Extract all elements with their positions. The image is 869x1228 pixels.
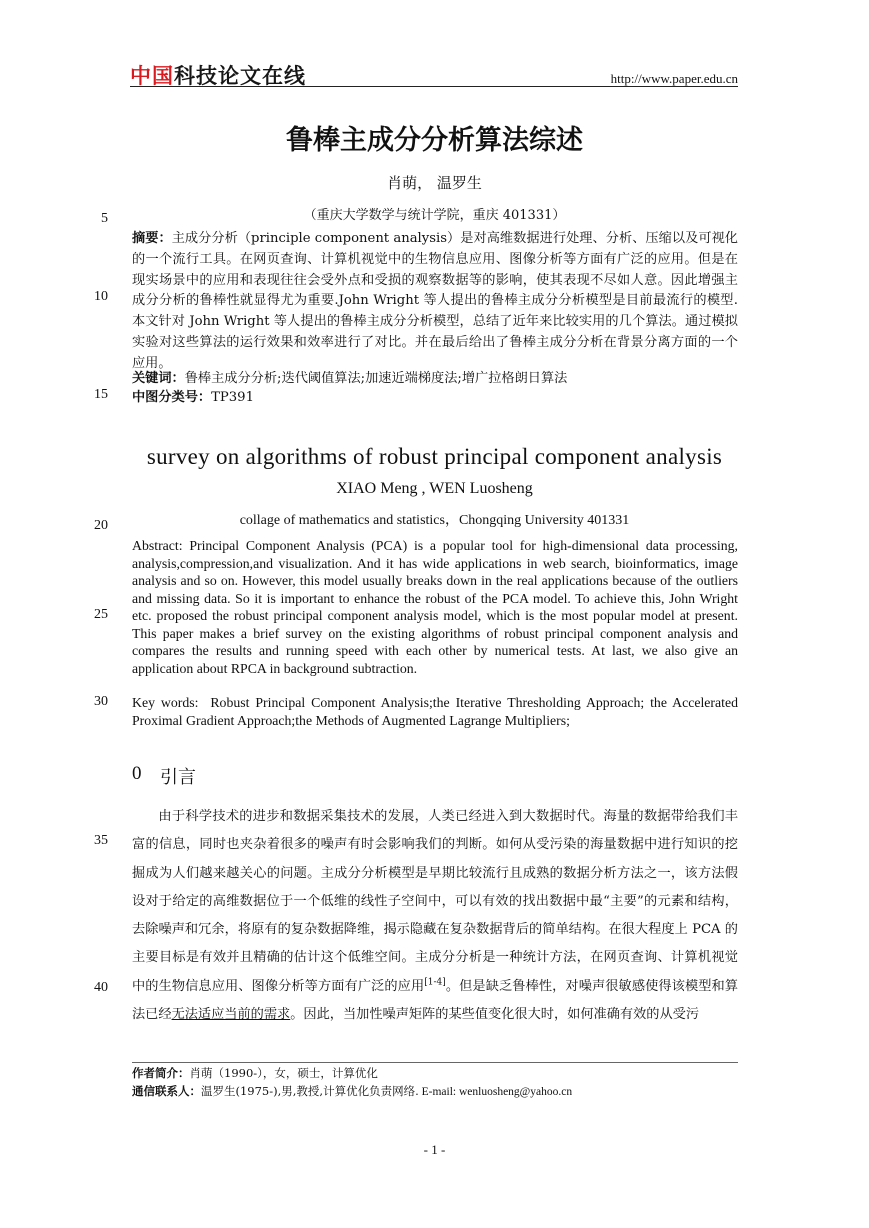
line-number: 20 bbox=[94, 518, 108, 533]
keywords-en-label: Key words: bbox=[132, 695, 199, 710]
keywords-en-text: Robust Principal Component Analysis;the Iterative Thresholding Approach; the Accelerated Proximal Gradient Approach;the Methods of Augmented Lagrange Multipliers; bbox=[132, 695, 738, 728]
abstract-en-label: Abstract: bbox=[132, 538, 183, 553]
intro-text: 由于科学技术的进步和数据采集技术的发展，人类已经进入到大数据时代。海量的数据带给我们丰富的信息，同时也夹杂着很多的噪声有时会影响我们的判断。如何从受污染的海量数据中进行知识的挖掘成为人们越来越关心的问题。主成分分析模型是早期比较流行且成熟的数据分析方法之一，该方法假设对于给定的高维数据位于一个低维的线性子空间中，可以有效的找出数据中最“主要”的元素和结构，去除噪声和冗余，将原有的复杂数据降维，揭示隐藏在复杂数据背后的简单结构。在很大程度上 PCA 的主要目标是有效并且精确的估计这个低维空间。主成分分析是一种统计方法，在网页查询、计算机视觉中的生物信息应用、图像分析等方面有广泛的应用 bbox=[132, 809, 738, 994]
citation[interactable]: [1-4] bbox=[424, 977, 446, 988]
footnote-divider bbox=[132, 1062, 738, 1063]
clc-number bbox=[132, 388, 738, 409]
section-title: 引言 bbox=[160, 767, 196, 788]
abstract-cn-text: 主成分分析（principle component analysis）是对高维数据进行处理、分析、压缩以及可视化的一个流行工具。在网页查询、计算机视觉中的生物信息应用、图像分析等方面有广泛的应用。但是在现实场景中的应用和表现往往会受外点和受损的观察数据等的影响，使其表现不尽如人意。因此增强主成分分析的鲁棒性就显得尤为重要.John Wright 等人提出的鲁棒主成分分析模型是目前最流行的模型.本文针对 John Wright 等人提出的鲁棒主成分分析模型，总结了近年来比较实用的几个算法。通过模拟实验对这些算法的运行效果和效率进行了对比。并在最后给出了鲁棒主成分分析在背景分离方面的一个应用。 bbox=[132, 231, 738, 371]
affiliation-cn: （重庆大学数学与统计学院，重庆 401331） bbox=[303, 208, 566, 223]
abstract-en-text: Principal Component Analysis (PCA) is a popular tool for high-dimensional data processing, analysis,compression,and visualization. And it has wide applications in web search, bioinformatics, image analysis and so on. However, this model usually breaks down in the real applications because of the outliers and missing data. So it is important to enhance the robust of the PCA model. To achieve this, John Wright etc. proposed the robust principal component analysis model, which is the most popular model at present. This paper makes a brief survey on the existing algorithms of robust principal component analysis and compares the results and running speed with each other by numerical tests. At last, we also give an application about RPCA in background subtraction. bbox=[132, 538, 739, 676]
keywords-en bbox=[132, 694, 738, 729]
intro-text-2: 。但是缺乏鲁棒性，对噪声很敏感使得该模型和算法已经 bbox=[132, 978, 739, 1023]
paper-title-cn: 鲁棒主成分分析算法综述 bbox=[286, 125, 583, 156]
intro-underlined: 无法适应当前的需求 bbox=[171, 1007, 291, 1023]
intro-paragraph bbox=[132, 803, 738, 1029]
paper-title-en: survey on algorithms of robust principal component analysis bbox=[146, 444, 723, 469]
header-divider bbox=[130, 86, 738, 87]
authors-en: XIAO Meng , WEN Luosheng bbox=[336, 480, 533, 497]
clc-value: TP391 bbox=[211, 390, 254, 405]
line-number: 30 bbox=[94, 694, 108, 709]
abstract-en bbox=[132, 537, 738, 677]
affiliation-en: collage of mathematics and statistics，Chongqing University 401331 bbox=[239, 513, 630, 528]
keywords-cn bbox=[132, 369, 738, 390]
site-url[interactable]: http://www.paper.edu.cn bbox=[610, 71, 738, 86]
abstract-cn bbox=[132, 229, 738, 375]
keywords-cn-text: 鲁棒主成分分析;迭代阈值算法;加速近端梯度法;增广拉格朗日算法 bbox=[184, 371, 568, 386]
section-number: 0 bbox=[132, 763, 142, 784]
line-number: 10 bbox=[94, 289, 108, 304]
line-number: 15 bbox=[94, 387, 108, 402]
clc-label: 中图分类号： bbox=[132, 390, 212, 405]
footnote-contact: 通信联系人：温罗生(1975-),男,教授,计算优化负责网络. E-mail: wenluosheng@yahoo.cn bbox=[132, 1084, 573, 1098]
footnote-author: 作者简介：肖萌（1990-），女，硕士，计算优化 bbox=[132, 1066, 378, 1080]
abstract-label: 摘要： bbox=[132, 231, 172, 246]
line-number: 35 bbox=[94, 833, 108, 848]
line-number: 5 bbox=[101, 211, 108, 226]
authors-cn: 肖萌， 温罗生 bbox=[387, 174, 482, 192]
line-number: 40 bbox=[94, 980, 108, 995]
intro-text-3: 。因此，当加性噪声矩阵的某些值变化很大时，如何准确有效的从受污 bbox=[290, 1007, 700, 1023]
keywords-label: 关键词： bbox=[132, 371, 185, 386]
page-number: - 1 - bbox=[423, 1142, 446, 1157]
site-logo: 中国科技论文在线 bbox=[130, 64, 306, 88]
line-number: 25 bbox=[94, 607, 108, 622]
